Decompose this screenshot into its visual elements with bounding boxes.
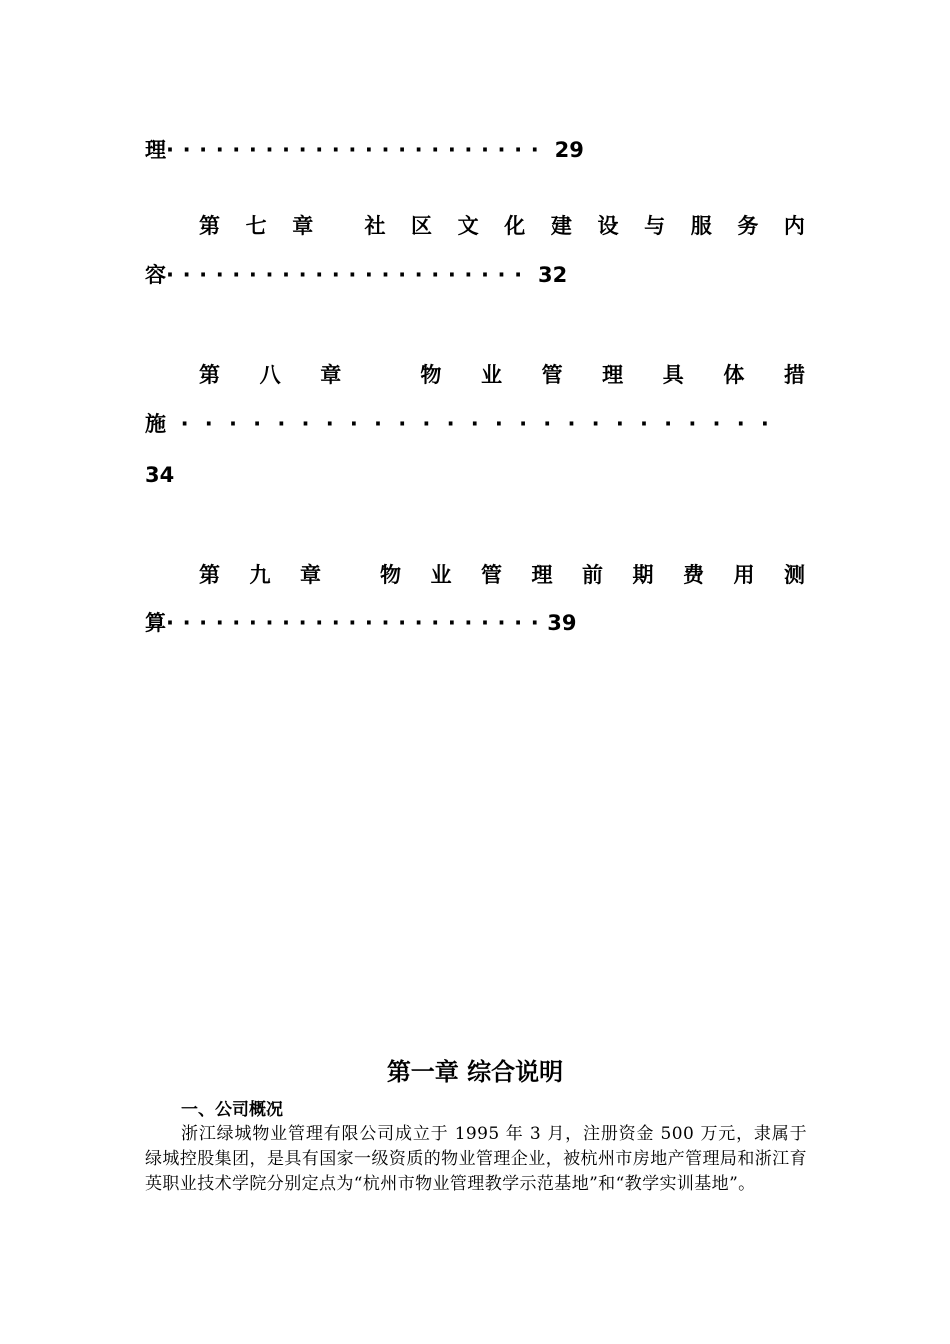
- toc-char: 测: [784, 563, 805, 587]
- toc-char: 管: [481, 563, 502, 587]
- toc-char: 业: [480, 363, 502, 387]
- toc-char: 七: [245, 214, 267, 238]
- toc-char: 容: [145, 263, 166, 287]
- toc-char: 第: [199, 563, 220, 587]
- toc-entry-chapter-8: [199, 359, 805, 391]
- toc-page-number: 34: [145, 463, 175, 487]
- toc-char: 业: [430, 563, 452, 587]
- toc-char: 措: [783, 363, 805, 387]
- toc-entry-chapter-7-cont: [145, 259, 805, 291]
- toc-page-number: 32: [538, 263, 568, 287]
- toc-char: 物: [420, 363, 442, 387]
- toc-entry-chapter-7: [199, 210, 805, 242]
- toc-entry-chapter-9: [199, 559, 805, 591]
- toc-leader-dots: ·······················: [166, 138, 548, 162]
- body-paragraph: 浙江绿城物业管理有限公司成立于 1995 年 3 月，注册资金 500 万元，隶属于绿城控股集团，是具有国家一级资质的物业管理企业，被杭州市房地产管理局和浙江育英职业技术学院分别定点为“杭州市物业管理教学示范基地”和“教学实训基地”。: [145, 1124, 807, 1194]
- toc-char: 建: [550, 214, 572, 238]
- toc-char: 前: [582, 563, 603, 587]
- toc-char: 服: [690, 214, 712, 238]
- toc-char: 文: [457, 214, 479, 238]
- toc-char: 算: [145, 611, 166, 635]
- toc-entry-chapter-9-cont: [145, 607, 805, 639]
- toc-char: 八: [259, 363, 281, 387]
- toc-char: 用: [733, 563, 755, 587]
- toc-char: 期: [632, 563, 654, 587]
- toc-char: 管: [541, 363, 563, 387]
- toc-char: 设: [597, 214, 619, 238]
- toc-char: 与: [644, 214, 666, 238]
- toc-entry-continuation: [145, 134, 805, 166]
- toc-char: 体: [723, 363, 745, 387]
- toc-char: 第: [199, 363, 220, 387]
- toc-char: 第: [199, 214, 220, 238]
- toc-leader-dots: ·························: [180, 412, 786, 436]
- toc-char: 章: [320, 363, 342, 387]
- toc-char: 社: [364, 214, 386, 238]
- toc-char: 章: [292, 214, 314, 238]
- toc-char: 区: [411, 214, 433, 238]
- toc-page-number: 29: [554, 138, 584, 162]
- toc-char: 物: [380, 563, 401, 587]
- toc-char: 具: [662, 363, 684, 387]
- toc-char: 章: [300, 563, 321, 587]
- toc-leader-dots: ······················: [166, 263, 531, 287]
- toc-char: 施: [145, 412, 166, 436]
- chapter-title: 第一章 综合说明: [386, 1058, 564, 1086]
- toc-char: 九: [249, 563, 271, 587]
- toc-page-number: 39: [547, 611, 577, 635]
- toc-char: 理: [602, 363, 624, 387]
- toc-char: 内: [783, 214, 805, 238]
- toc-entry-chapter-8-page: [145, 459, 805, 491]
- toc-char: 费: [683, 563, 704, 587]
- toc-char: 理: [531, 563, 553, 587]
- toc-entry-chapter-8-cont: [145, 408, 805, 440]
- toc-leader-dots: ·······················: [166, 611, 548, 635]
- toc-char: 务: [737, 214, 759, 238]
- toc-char: 化: [504, 214, 526, 238]
- section-heading: 一、公司概况: [181, 1100, 283, 1120]
- toc-char: 理: [145, 138, 166, 162]
